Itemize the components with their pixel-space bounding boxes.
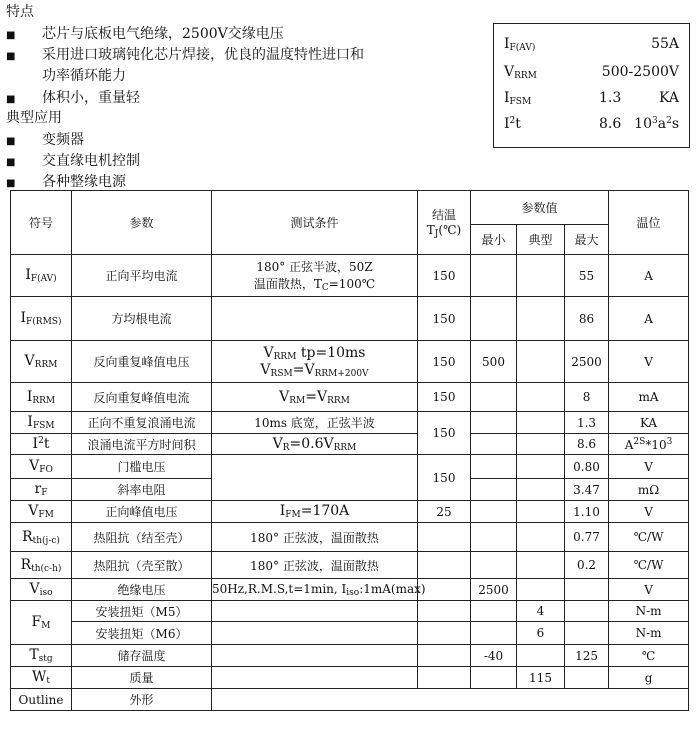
row-max: 55 — [565, 255, 609, 297]
spec-unit: $10^3a^2s$ — [634, 116, 679, 132]
row-param: 方均根电流 — [72, 297, 212, 341]
feature-text: 体积小，重量轻 — [42, 90, 140, 106]
row-tj: 150 — [418, 255, 471, 297]
spec-symbol: I — [504, 36, 510, 52]
table-row — [11, 383, 689, 412]
spec-symbol: I — [504, 90, 510, 106]
row-condition — [212, 455, 418, 501]
row-symbol: $F_M$ — [11, 601, 72, 645]
header-condition: 测试条件 — [212, 191, 418, 255]
feature-text: 芯片与底板电气绝缘，2500V交缘电压 — [42, 26, 284, 42]
application-text: 变频器 — [42, 132, 84, 148]
row-condition: 180° 正弦波，温面散热 — [212, 523, 418, 552]
row-param: 外形 — [72, 689, 212, 711]
row-min — [471, 667, 517, 689]
feature-item — [6, 66, 126, 86]
row-symbol: $I_{RRM}$ — [11, 383, 72, 412]
row-tj: 25 — [418, 501, 471, 523]
row-condition — [212, 622, 418, 645]
application-text: 交直缘电机控制 — [42, 153, 140, 169]
row-param: 正向峰值电压 — [72, 501, 212, 523]
row-unit: mA — [609, 383, 689, 412]
row-param: 安装扭矩（M5） — [72, 601, 212, 622]
parameter-table — [10, 190, 689, 711]
row-unit: A — [609, 255, 689, 297]
row-symbol: $I^2t$ — [11, 434, 72, 455]
row-tj — [418, 667, 471, 689]
table-row — [11, 667, 689, 689]
table-row — [11, 601, 689, 622]
feature-text: 采用进口玻璃钝化芯片焊接，优良的温度特性进口和 — [42, 47, 364, 63]
table-row — [11, 645, 689, 667]
bullet: ■ — [6, 94, 16, 105]
row-unit: g — [609, 667, 689, 689]
row-min — [471, 501, 517, 523]
row-symbol: $T_{stg}$ — [11, 645, 72, 667]
row-condition — [212, 297, 418, 341]
spec-symbol-t: t — [515, 116, 521, 132]
row-symbol: $V_{RRM}$ — [11, 341, 72, 383]
row-param: 正向不重复浪涌电流 — [72, 412, 212, 434]
row-tj — [418, 552, 471, 579]
spec-symbol: V — [504, 64, 515, 80]
row-symbol: Outline — [11, 689, 72, 711]
spec-if — [504, 36, 679, 60]
row-condition — [212, 667, 418, 689]
row-condition — [212, 645, 418, 667]
row-symbol: $I_{FSM}$ — [11, 412, 72, 434]
feature-item — [6, 88, 140, 110]
spec-superscript: 2 — [509, 116, 516, 126]
row-param: 热阻抗（结至壳） — [72, 523, 212, 552]
spec-subscript: RRM — [514, 71, 537, 81]
row-min — [471, 383, 517, 412]
row-max: 0.2 — [565, 552, 609, 579]
row-condition: 180° 正弦波，温面散热 — [212, 552, 418, 579]
bullet: ■ — [6, 30, 16, 41]
row-min: 500 — [471, 341, 517, 383]
header-typ: 典型 — [517, 225, 565, 255]
spec-value: 8.6 — [599, 116, 622, 132]
row-typ — [517, 434, 565, 455]
row-param: 热阻抗（壳至散） — [72, 552, 212, 579]
row-max: 3.47 — [565, 479, 609, 501]
spec-subscript: F(AV) — [509, 43, 536, 53]
spec-vrrm — [504, 64, 679, 88]
row-symbol: $R_{th(c-h)}$ — [11, 552, 72, 579]
row-tj — [418, 601, 471, 622]
header-max: 最大 — [565, 225, 609, 255]
row-typ — [517, 412, 565, 434]
row-max — [565, 579, 609, 601]
row-min — [471, 412, 517, 434]
spec-summary-box — [493, 23, 690, 148]
row-param: 安装扭矩（M6） — [72, 622, 212, 645]
row-symbol: $I_{F(RMS)}$ — [11, 297, 72, 341]
row-tj: 150 — [418, 383, 471, 412]
row-symbol: $V_{iso}$ — [11, 579, 72, 601]
table-row — [11, 689, 689, 711]
table-row — [11, 412, 689, 434]
row-min — [471, 552, 517, 579]
row-condition: $I_{FM}=170A$ — [212, 501, 418, 523]
row-unit: ℃/W — [609, 523, 689, 552]
row-unit: V — [609, 455, 689, 479]
row-unit: $A^{2S}*10^3$ — [609, 434, 689, 455]
row-unit: V — [609, 341, 689, 383]
table-row — [11, 622, 689, 645]
row-max: 8.6 — [565, 434, 609, 455]
feature-text: 功率循环能力 — [42, 68, 126, 84]
row-param: 绝缘电压 — [72, 579, 212, 601]
application-item — [6, 130, 84, 152]
header-unit: 温位 — [609, 191, 689, 255]
row-max: 1.10 — [565, 501, 609, 523]
spec-symbol: I — [504, 116, 510, 132]
row-tj — [418, 523, 471, 552]
row-min — [471, 434, 517, 455]
row-condition: 50Hz,R.M.S,t=1min, $I_{iso}:1mA(\max)$ — [212, 579, 418, 601]
row-symbol: $W_t$ — [11, 667, 72, 689]
table-row — [11, 434, 689, 455]
spec-ifsm — [504, 90, 679, 114]
row-unit: KA — [609, 412, 689, 434]
application-text: 各种整缘电源 — [42, 174, 126, 190]
row-unit: V — [609, 579, 689, 601]
row-min — [471, 297, 517, 341]
row-condition: 10ms 底宽，正弦半波 — [212, 412, 418, 434]
row-param: 门槛电压 — [72, 455, 212, 479]
row-max: 0.80 — [565, 455, 609, 479]
row-symbol: $r_F$ — [11, 479, 72, 501]
feature-item — [6, 45, 364, 67]
row-typ: 6 — [517, 622, 565, 645]
bullet: ■ — [6, 51, 16, 62]
feature-item — [6, 24, 284, 46]
row-typ — [517, 479, 565, 501]
bullet: ■ — [6, 178, 16, 189]
row-max: 2500 — [565, 341, 609, 383]
row-tj — [418, 622, 471, 645]
row-condition: $V_{RRM}$ tp=10ms $V_{RSM}=V_{RRM+200V}$ — [212, 341, 418, 383]
bullet: ■ — [6, 136, 16, 147]
row-typ — [517, 383, 565, 412]
row-param: 反向重复峰值电压 — [72, 341, 212, 383]
row-typ: 4 — [517, 601, 565, 622]
applications-title: 典型应用 — [6, 110, 62, 126]
application-item — [6, 151, 140, 173]
row-typ — [517, 645, 565, 667]
row-min — [471, 601, 517, 622]
table-row — [11, 501, 689, 523]
row-tj — [418, 645, 471, 667]
row-unit: ℃ — [609, 645, 689, 667]
bullet: ■ — [6, 157, 16, 168]
row-unit: N-m — [609, 622, 689, 645]
row-condition: $V_R=0.6V_{RRM}$ — [212, 434, 418, 455]
spec-value: 55A — [651, 36, 679, 52]
row-min: -40 — [471, 645, 517, 667]
row-typ — [517, 579, 565, 601]
row-min — [471, 479, 517, 501]
spec-value: 1.3 — [599, 90, 622, 106]
row-symbol: $V_{FO}$ — [11, 455, 72, 479]
table-row — [11, 523, 689, 552]
row-max: 86 — [565, 297, 609, 341]
header-param: 参数 — [72, 191, 212, 255]
row-symbol: $R_{th(j-c)}$ — [11, 523, 72, 552]
row-param: 浪涌电流平方时间积 — [72, 434, 212, 455]
row-tj: 150 — [418, 455, 471, 501]
row-typ — [517, 341, 565, 383]
row-typ — [517, 255, 565, 297]
row-max: 125 — [565, 645, 609, 667]
row-typ — [517, 552, 565, 579]
row-outline-content — [212, 689, 689, 711]
row-param: 反向重复峰值电流 — [72, 383, 212, 412]
spec-i2t — [504, 116, 679, 140]
row-tj: 150 — [418, 412, 471, 455]
row-max — [565, 622, 609, 645]
header-min: 最小 — [471, 225, 517, 255]
row-typ — [517, 523, 565, 552]
row-min — [471, 622, 517, 645]
row-min — [471, 523, 517, 552]
row-max — [565, 667, 609, 689]
row-param: 质量 — [72, 667, 212, 689]
row-min — [471, 255, 517, 297]
spec-subscript: FSM — [509, 97, 532, 107]
header-symbol: 符号 — [11, 191, 72, 255]
row-condition — [212, 601, 418, 622]
row-unit: ℃/W — [609, 552, 689, 579]
row-typ — [517, 455, 565, 479]
row-typ — [517, 501, 565, 523]
table-row — [11, 579, 689, 601]
row-param: 储存温度 — [72, 645, 212, 667]
table-row — [11, 255, 689, 297]
row-unit: V — [609, 501, 689, 523]
row-typ: 115 — [517, 667, 565, 689]
table-row — [11, 455, 689, 479]
row-condition: 180° 正弦半波，50Z 温面散热，$T_C=100℃$ — [212, 255, 418, 297]
table-row — [11, 297, 689, 341]
row-min — [471, 455, 517, 479]
row-unit: A — [609, 297, 689, 341]
features-title: 特点 — [6, 4, 34, 20]
row-tj: 150 — [418, 297, 471, 341]
table-row — [11, 341, 689, 383]
row-typ — [517, 297, 565, 341]
row-symbol: $I_{F(AV)}$ — [11, 255, 72, 297]
spec-value: 500-2500V — [601, 64, 679, 80]
row-symbol: $V_{FM}$ — [11, 501, 72, 523]
header-row — [11, 191, 689, 225]
row-max: 0.77 — [565, 523, 609, 552]
row-param: 正向平均电流 — [72, 255, 212, 297]
spec-unit: KA — [658, 90, 679, 106]
row-tj: 150 — [418, 341, 471, 383]
row-max: 8 — [565, 383, 609, 412]
row-param: 斜率电阻 — [72, 479, 212, 501]
header-tj: 结温 $T_J(℃)$ — [418, 191, 471, 255]
header-values: 参数值 — [471, 191, 609, 225]
row-min: 2500 — [471, 579, 517, 601]
row-condition: $V_{RM}=V_{RRM}$ — [212, 383, 418, 412]
table-row — [11, 552, 689, 579]
row-max: 1.3 — [565, 412, 609, 434]
row-unit: N-m — [609, 601, 689, 622]
row-max — [565, 601, 609, 622]
row-unit: mΩ — [609, 479, 689, 501]
